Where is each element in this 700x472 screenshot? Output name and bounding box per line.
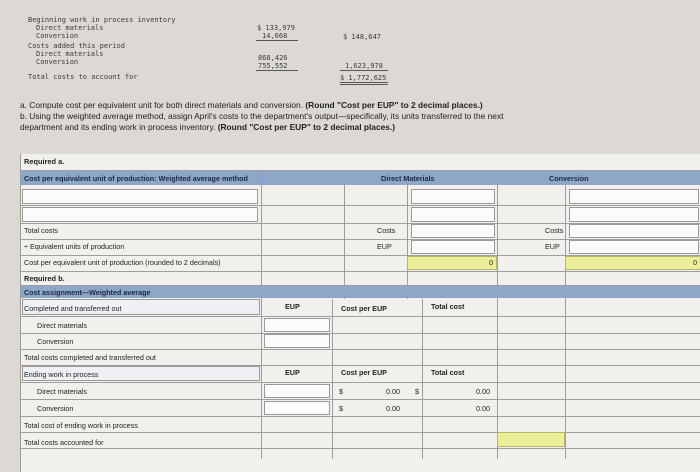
instruction-a-text: a. Compute cost per equivalent unit for both direct materials and conversion.	[20, 100, 304, 110]
eup-col-header: EUP	[285, 302, 300, 311]
bwip-dm-value: $ 133,979	[257, 24, 295, 32]
cost-per-eup-col-header: Cost per EUP	[341, 304, 387, 313]
added-total-value: 1,623,978	[345, 62, 383, 70]
total-accounted-label: Total costs accounted for	[24, 438, 104, 447]
costs-tag: Costs	[377, 226, 396, 235]
divider	[261, 171, 262, 299]
bwip-conv-value: 14,668	[262, 32, 288, 40]
bwip-conv-label: Conversion	[36, 32, 79, 40]
eup-tag-2: EUP	[545, 242, 560, 251]
label-input-2[interactable]	[22, 207, 258, 222]
divider	[565, 299, 566, 459]
total-ending-label: Total cost of ending work in process	[24, 421, 138, 430]
divider	[21, 448, 700, 449]
added-dm-label: Direct materials	[36, 50, 104, 58]
completed-conv-eup-input[interactable]	[264, 334, 330, 348]
conv-input-2[interactable]	[569, 207, 699, 222]
divider	[21, 349, 700, 350]
instruction-b-bold: (Round "Cost per EUP" to 2 decimal places.)	[217, 122, 396, 132]
dm-eup-input[interactable]	[411, 240, 495, 254]
instruction-b-text: department and its ending work in process inventory.	[20, 122, 216, 132]
ending-conv-cost-per-eup: 0.00	[386, 404, 400, 413]
divider	[332, 299, 333, 459]
eup-tag: EUP	[377, 242, 392, 251]
ending-dm-total: 0.00	[476, 387, 490, 396]
divider	[261, 299, 262, 459]
ending-conv-total: 0.00	[476, 404, 490, 413]
divider	[21, 399, 700, 400]
divider	[21, 333, 700, 334]
ending-wip-label: Ending work in process	[24, 370, 99, 379]
total-accounted-result	[497, 432, 565, 447]
divider	[422, 299, 423, 459]
ending-conv-label: Conversion	[37, 404, 74, 413]
dollar-sign: $	[339, 404, 343, 413]
total-completed-label: Total costs completed and transferred out	[24, 353, 156, 362]
cost-per-eup-col-header-2: Cost per EUP	[341, 368, 387, 377]
ending-dm-cost-per-eup: 0.00	[386, 387, 400, 396]
costs-added-label: Costs added this period	[28, 42, 125, 50]
ending-dm-eup-input[interactable]	[264, 384, 330, 398]
conv-total-costs-input[interactable]	[569, 224, 699, 238]
bwip-dm-label: Direct materials	[36, 24, 104, 32]
divider	[497, 185, 498, 299]
divider	[21, 316, 700, 317]
conv-cost-per-eup-result: 0	[565, 256, 700, 270]
instruction-a	[20, 100, 483, 111]
underline	[340, 70, 388, 71]
costs-tag-2: Costs	[545, 226, 564, 235]
ending-dm-label: Direct materials	[37, 387, 87, 396]
divider	[21, 205, 700, 206]
instruction-b-line1: b. Using the weighted average method, assign April's costs to the department's output—specifically, its units transferred to the next	[20, 111, 504, 121]
dm-cost-per-eup-result: 0	[407, 256, 497, 270]
instruction-b-line2	[20, 122, 395, 133]
divider	[21, 271, 700, 272]
cost-table	[20, 154, 700, 472]
required-a-label: Required a.	[24, 157, 65, 166]
cost-per-eup-label: Cost per equivalent unit of production (rounded to 2 decimals)	[24, 258, 221, 267]
bwip-total-value: $ 148,647	[343, 33, 381, 41]
dm-input-1[interactable]	[411, 189, 495, 204]
divider	[344, 185, 345, 299]
divider	[21, 432, 700, 433]
ending-conv-eup-input[interactable]	[264, 401, 330, 415]
added-conv-value: 755,552	[258, 62, 288, 70]
equivalent-units-label: ÷ Equivalent units of production	[24, 242, 125, 251]
conv-eup-input[interactable]	[569, 240, 699, 254]
divider	[21, 416, 700, 417]
total-cost-col-header-2: Total cost	[431, 368, 465, 377]
header-label: Cost per equivalent unit of production: Weighted average method	[24, 174, 248, 183]
col-direct-materials: Direct Materials	[381, 174, 435, 183]
completed-dm-label: Direct materials	[37, 321, 87, 330]
cost-assignment-label: Cost assignment—Weighted average	[24, 288, 151, 297]
eup-col-header-2: EUP	[285, 368, 300, 377]
instruction-a-bold: (Round "Cost per EUP" to 2 decimal places.)	[305, 100, 483, 110]
conv-input-1[interactable]	[569, 189, 699, 204]
divider	[21, 382, 700, 383]
underline	[256, 40, 298, 41]
label-input-1[interactable]	[22, 189, 258, 204]
total-costs-label: Total costs to account for	[28, 73, 138, 81]
added-dm-value: 868,426	[258, 54, 288, 62]
double-underline	[340, 84, 388, 85]
beginning-wip-label: Beginning work in process inventory	[28, 16, 176, 24]
total-cost-col-header: Total cost	[431, 302, 465, 311]
underline	[256, 70, 298, 71]
required-b-label: Required b.	[24, 274, 65, 283]
col-conversion: Conversion	[549, 174, 589, 183]
dm-total-costs-input[interactable]	[411, 224, 495, 238]
total-costs-label: Total costs	[24, 226, 58, 235]
divider	[407, 185, 408, 299]
added-conv-label: Conversion	[36, 58, 79, 66]
completed-conv-label: Conversion	[37, 337, 74, 346]
completed-dm-eup-input[interactable]	[264, 318, 330, 332]
dollar-sign: $	[339, 387, 343, 396]
divider	[565, 185, 566, 299]
dm-input-2[interactable]	[411, 207, 495, 222]
dollar-sign: $	[415, 387, 419, 396]
total-account-value: $ 1,772,625	[340, 74, 387, 82]
double-underline	[340, 82, 388, 83]
completed-transferred-label: Completed and transferred out	[24, 304, 122, 313]
